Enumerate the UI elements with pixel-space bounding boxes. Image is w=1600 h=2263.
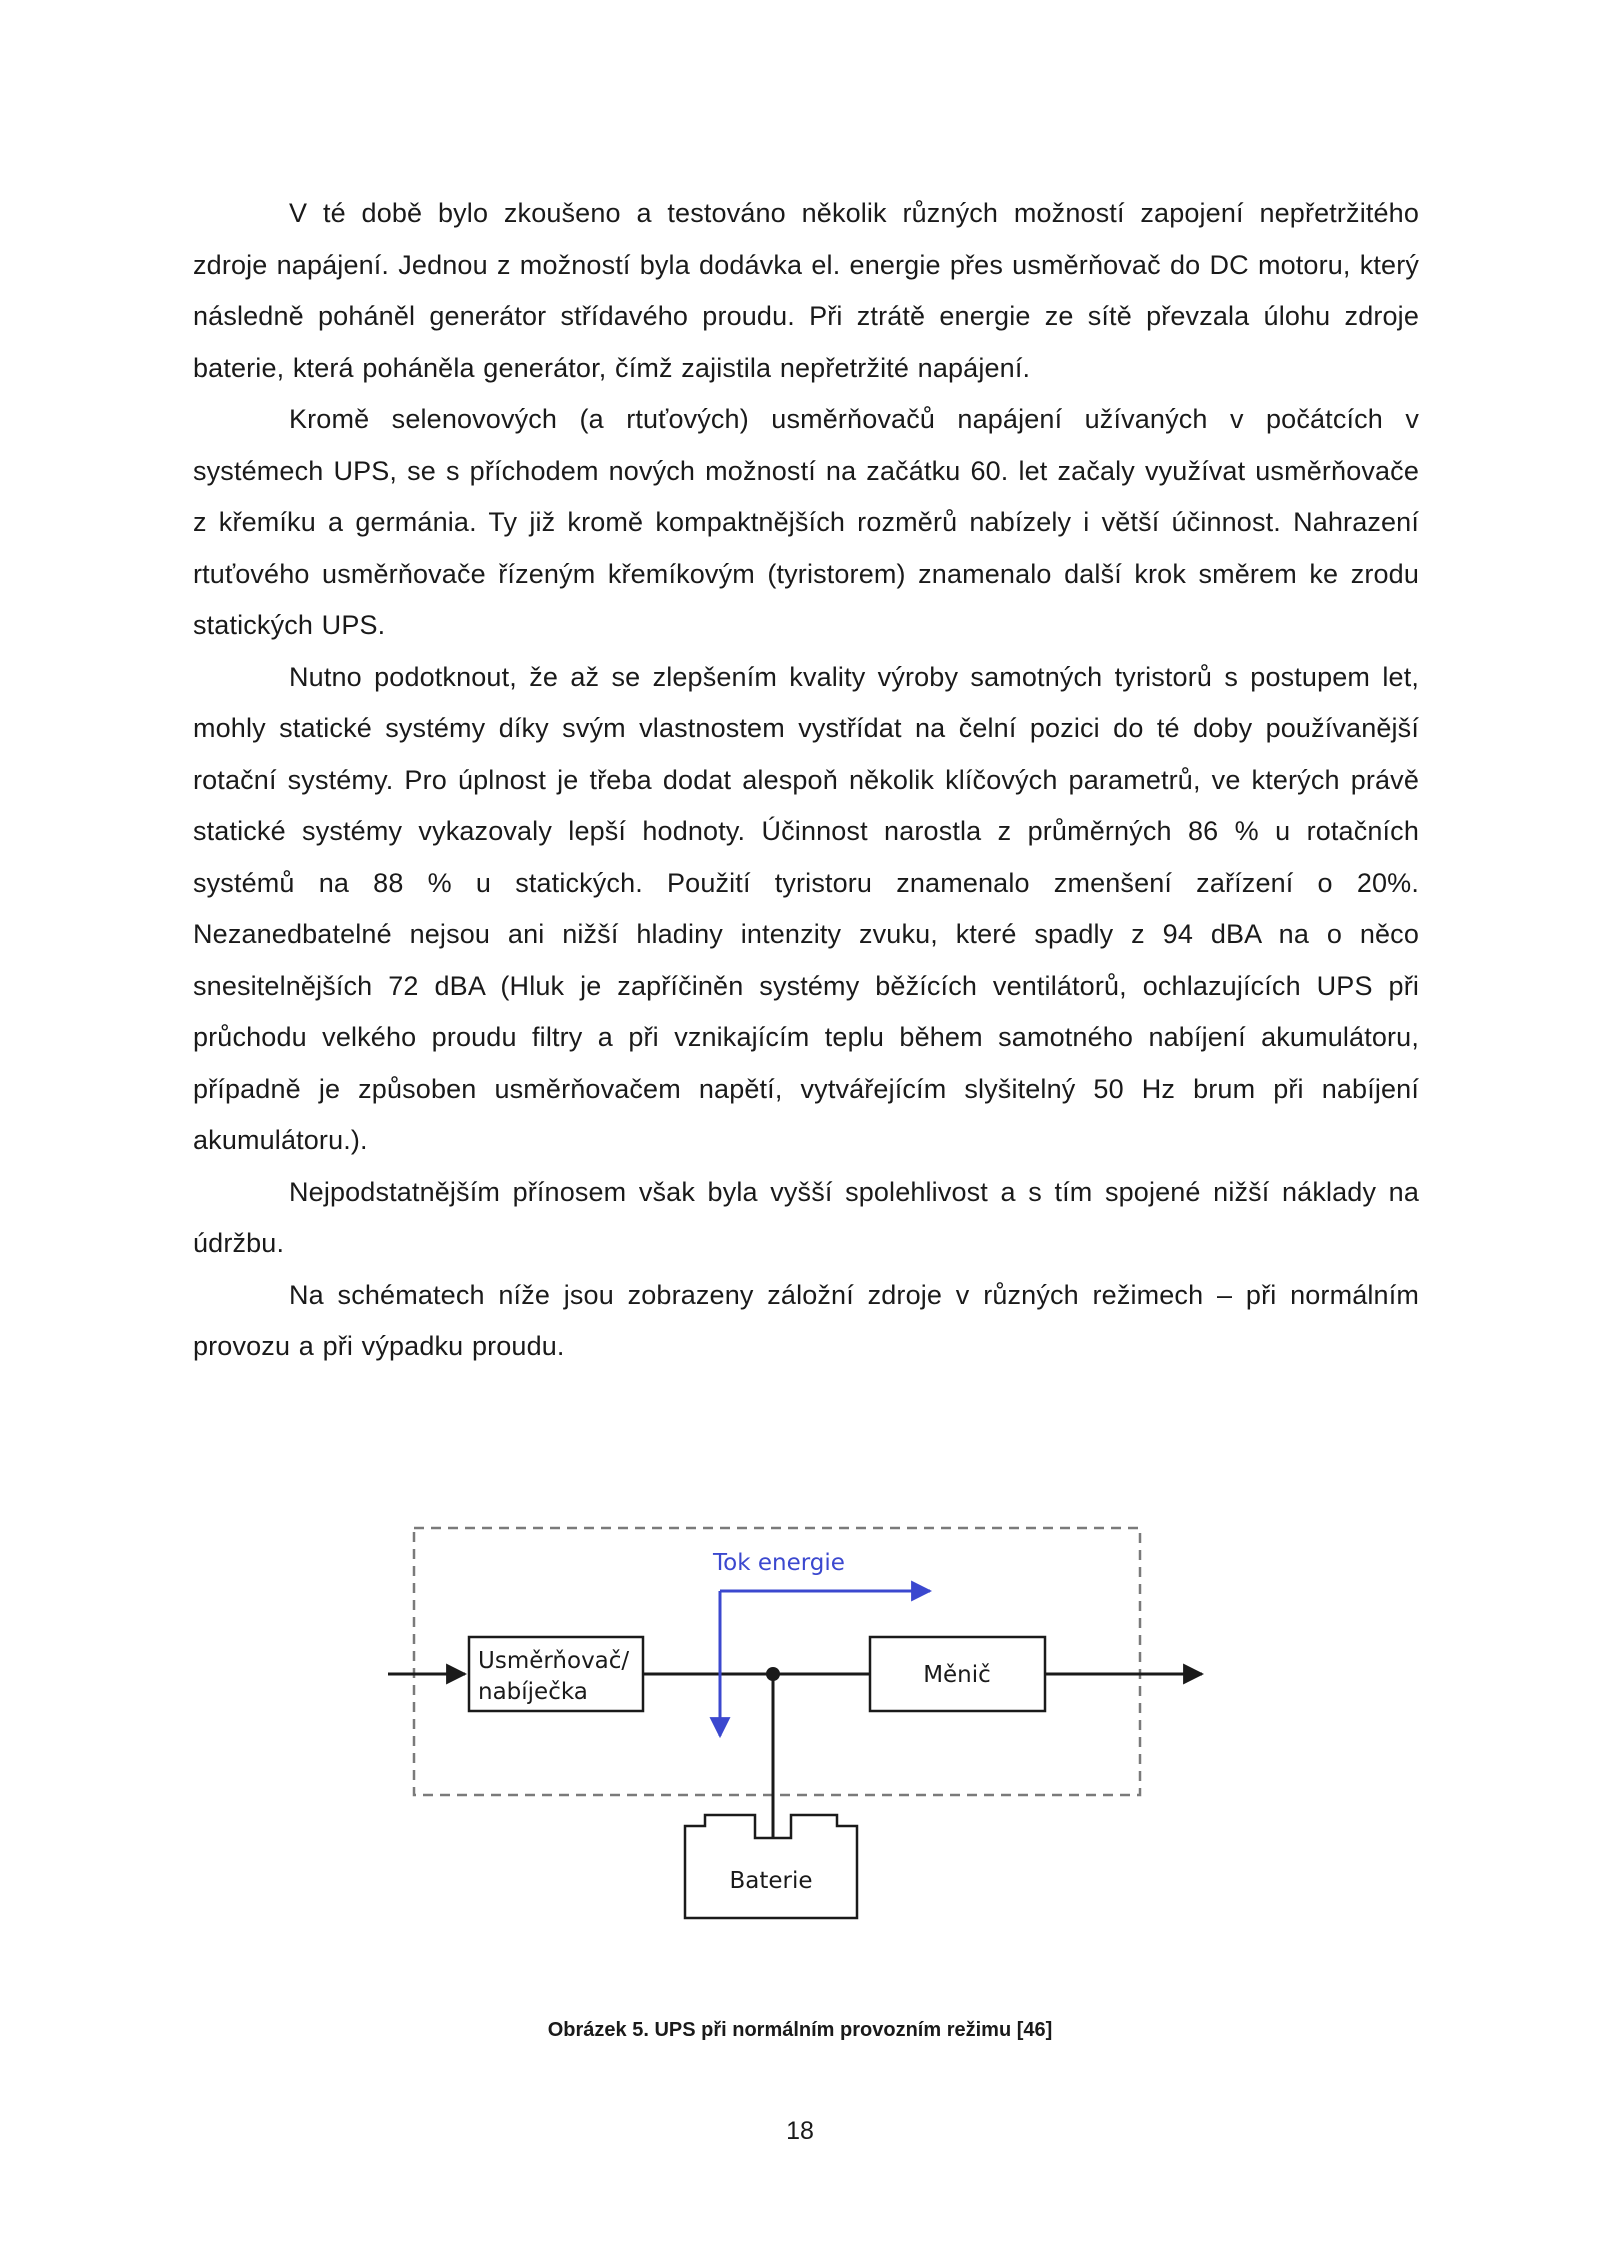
rectifier-label-line1: Usměrňovač/ — [478, 1648, 630, 1674]
rectifier-label-line2: nabíječka — [478, 1679, 588, 1705]
paragraph: Kromě selenovových (a rtuťových) usměrňovačů napájení užívaných v počátcích v systémech UPS, se s příchodem nových možností na začátku 60. let začaly využívat usměrňovače z křemíku a germánia. Ty již kromě kompaktnějších rozměrů nabízely i větší účinnost. Nahrazení rtuťového usměrňovače řízeným křemíkovým (tyristorem) znamenalo další krok směrem ke zrodu statických UPS. — [193, 404, 1419, 640]
body-text — [193, 188, 1419, 1373]
inverter-label: Měnič — [923, 1662, 991, 1688]
paragraph: Nutno podotknout, že až se zlepšením kvality výroby samotných tyristorů s postupem let, mohly statické systémy díky svým vlastnostem vystřídat na čelní pozici do té doby používanější rotační systémy. Pro úplnost je třeba dodat alespoň několik klíčových parametrů, ve kterých právě statické systémy vykazovaly lepší hodnoty. Účinnost narostla z průměrných 86 % u rotačních systémů na 88 % u statických. Použití tyristoru znamenalo zmenšení zařízení o 20%. Nezanedbatelné nejsou ani nižší hladiny intenzity zvuku, které spadly z 94 dBA na o něco snesitelnějších 72 dBA (Hluk je zapříčiněn systémy běžících ventilátorů, ochlazujících UPS při průchodu velkého proudu filtry a při vznikajícím teplu během samotného nabíjení akumulátoru, případně je způsoben usměrňovačem napětí, vytvářejícím slyšitelný 50 Hz brum při nabíjení akumulátoru.). — [193, 661, 1419, 1155]
ups-diagram-svg — [380, 1510, 1220, 1940]
battery-label: Baterie — [729, 1868, 813, 1894]
flow-label: Tok energie — [713, 1550, 845, 1576]
battery-shape — [685, 1815, 857, 1918]
figure-caption: Obrázek 5. UPS při normálním provozním režimu [46] — [547, 2019, 1053, 2041]
paragraph: Na schématech níže jsou zobrazeny záložní zdroje v různých režimech – při normálním provozu a při výpadku proudu. — [193, 1279, 1419, 1361]
ups-diagram — [380, 1510, 1220, 1940]
paragraph: Nejpodstatnějším přínosem však byla vyšší spolehlivost a s tím spojené nižší náklady na údržbu. — [193, 1176, 1419, 1258]
page-number: 18 — [786, 2117, 814, 2145]
paragraph: V té době bylo zkoušeno a testováno několik různých možností zapojení nepřetržitého zdroje napájení. Jednou z možností byla dodávka el. energie přes usměrňovač do DC motoru, který následně poháněl generátor střídavého proudu. Při ztrátě energie ze sítě převzala úlohu zdroje baterie, která poháněla generátor, čímž zajistila nepřetržité napájení. — [193, 198, 1419, 383]
